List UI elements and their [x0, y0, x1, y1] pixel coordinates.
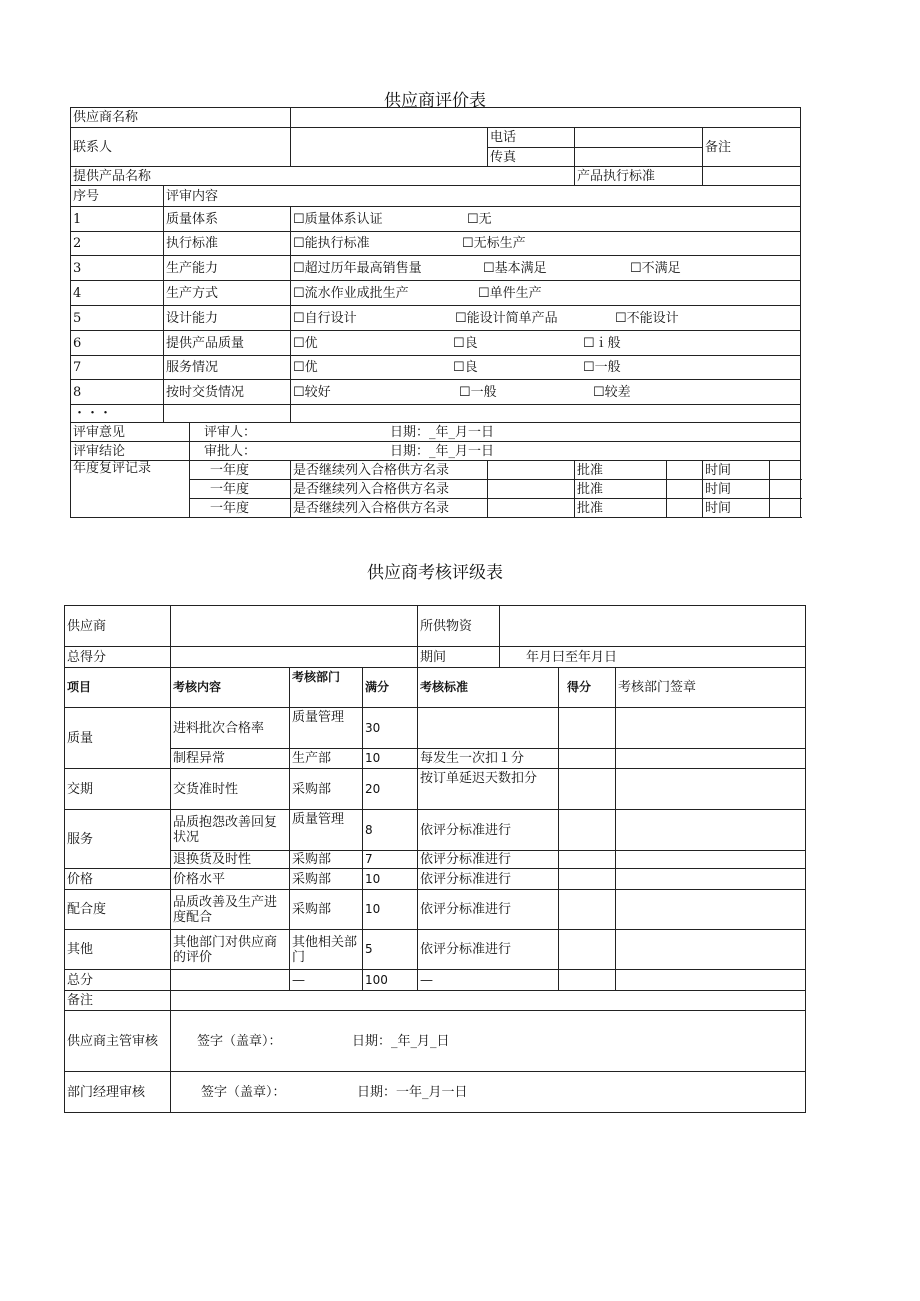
standard-cell: 依评分标准进行: [418, 930, 559, 970]
sign-cell[interactable]: [616, 749, 806, 769]
sign-cell[interactable]: [616, 869, 806, 890]
form1-title: 供应商评价表: [384, 91, 486, 111]
approver-label: 审批人：: [204, 443, 257, 459]
annual-year: 一年度: [190, 499, 291, 518]
full-score-cell: 100: [363, 970, 418, 991]
annual-approve: 批准: [575, 499, 667, 518]
standard-cell: 依评分标准进行: [418, 851, 559, 869]
checkbox-option[interactable]: ☐流水作业成批生产: [293, 285, 409, 301]
score-cell[interactable]: [559, 930, 616, 970]
annual-review-label: 年度复评记录: [71, 461, 190, 518]
table-row: [65, 930, 806, 970]
material-field[interactable]: [500, 606, 806, 647]
content-cell: 进料批次合格率: [171, 708, 290, 749]
checkbox-option[interactable]: ☐一般: [583, 360, 621, 375]
ellipsis: ・・・: [71, 405, 164, 423]
dept-cell: 采购部: [290, 890, 363, 930]
sign-cell[interactable]: [616, 890, 806, 930]
criteria-name: 生产能力: [164, 256, 291, 281]
sign-cell[interactable]: [616, 810, 806, 851]
supervisor-review-label: 供应商主管审核: [65, 1011, 171, 1072]
criteria-name: 质量体系: [164, 207, 291, 232]
criteria-no: 4: [71, 281, 164, 306]
standard-cell: 依评分标准进行: [418, 869, 559, 890]
product-name-label: 提供产品名称: [71, 167, 575, 186]
checkbox-option[interactable]: ☐单件生产: [478, 285, 542, 301]
full-score-cell: 30: [363, 708, 418, 749]
criteria-no: 2: [71, 232, 164, 256]
sign-cell[interactable]: [616, 930, 806, 970]
annual-time: 时间: [703, 480, 770, 499]
content-cell: 品质抱怨改善回复状况: [171, 810, 290, 851]
table-row: [65, 749, 806, 769]
criteria-name: 提供产品质量: [164, 331, 291, 356]
criteria-no: 8: [71, 380, 164, 405]
content-header: 评审内容: [164, 186, 801, 207]
annual-time: 时间: [703, 499, 770, 518]
header-dept: 考核部门: [290, 668, 363, 708]
table-row: [65, 851, 806, 869]
supplier-evaluation-table: [70, 107, 801, 518]
supplier-rating-table: [64, 605, 806, 1113]
checkbox-option[interactable]: ☐良: [453, 360, 478, 375]
checkbox-option[interactable]: ☐不能设计: [615, 310, 679, 326]
item-delivery: 交期: [65, 769, 171, 810]
item-quality: 质量: [65, 708, 171, 769]
checkbox-option[interactable]: ☐较差: [593, 384, 631, 400]
standard-cell: 依评分标准进行: [418, 810, 559, 851]
approve-date: 日期：_年_月一日: [390, 443, 495, 459]
header-item: 项目: [65, 668, 171, 708]
item-service: 服务: [65, 810, 171, 869]
full-score-cell: 10: [363, 890, 418, 930]
full-score-cell: 20: [363, 769, 418, 810]
criteria-row: [71, 232, 801, 256]
criteria-name: 执行标准: [164, 232, 291, 256]
standard-label: 产品执行标准: [575, 167, 703, 186]
dept-cell: 其他相关部门: [290, 930, 363, 970]
checkbox-option[interactable]: ☐较好: [293, 384, 331, 400]
standard-cell: —: [418, 970, 559, 991]
score-cell[interactable]: [559, 810, 616, 851]
material-label: 所供物资: [418, 606, 500, 647]
criteria-name: 服务情况: [164, 356, 291, 380]
checkbox-option[interactable]: ☐ｉ般: [583, 335, 621, 351]
criteria-no: 5: [71, 306, 164, 331]
standard-field[interactable]: [703, 167, 801, 186]
manager-date: 日期：一年_月一日: [357, 1084, 468, 1100]
standard-cell: 每发生一次扣１分: [418, 749, 559, 769]
total-score-field[interactable]: [171, 647, 418, 668]
score-cell[interactable]: [559, 851, 616, 869]
supplier-name-label: 供应商名称: [71, 108, 291, 128]
item-total: 总分: [65, 970, 171, 991]
annual-approve: 批准: [575, 480, 667, 499]
remark-label: 备注: [703, 128, 801, 167]
checkbox-option[interactable]: ☐能执行标准: [293, 236, 370, 251]
supplier-field[interactable]: [171, 606, 418, 647]
criteria-row: [71, 380, 801, 405]
full-score-cell: 8: [363, 810, 418, 851]
supplier-name-field[interactable]: [291, 108, 801, 128]
content-cell: 其他部门对供应商的评价: [171, 930, 290, 970]
annual-year: 一年度: [190, 480, 291, 499]
dept-cell: 采购部: [290, 869, 363, 890]
checkbox-option[interactable]: ☐自行设计: [293, 310, 357, 326]
content-cell: 交货准时性: [171, 769, 290, 810]
score-cell[interactable]: [559, 749, 616, 769]
dept-cell: 采购部: [290, 851, 363, 869]
full-score-cell: 10: [363, 869, 418, 890]
criteria-row: [71, 306, 801, 331]
table-row: [65, 869, 806, 890]
checkbox-option[interactable]: ☐无: [467, 211, 492, 227]
annual-question: 是否继续列入合格供方名录: [291, 480, 488, 499]
annual-question: 是否继续列入合格供方名录: [291, 461, 488, 480]
criteria-row: [71, 331, 801, 356]
checkbox-option[interactable]: ☐超过历年最高销售量: [293, 260, 422, 276]
table-row: [65, 708, 806, 749]
criteria-name: 按时交货情况: [164, 380, 291, 405]
conclusion-label: 评审结论: [71, 442, 190, 461]
fax-field[interactable]: [575, 148, 703, 167]
dept-cell: 生产部: [290, 749, 363, 769]
dept-cell: 采购部: [290, 769, 363, 810]
sign-label: 签字（盖章）：: [201, 1084, 286, 1100]
table-row: [65, 890, 806, 930]
score-cell[interactable]: [559, 769, 616, 810]
checkbox-option[interactable]: ☐基本满足: [483, 260, 547, 276]
criteria-name: 设计能力: [164, 306, 291, 331]
criteria-no: 3: [71, 256, 164, 281]
table-row: [65, 970, 806, 991]
header-full: 满分: [363, 668, 418, 708]
content-cell: 价格水平: [171, 869, 290, 890]
period-label: 期间: [418, 647, 500, 668]
dept-cell: 质量管理: [290, 708, 363, 749]
phone-label: 电话: [488, 128, 575, 148]
manager-review-label: 部门经理审核: [65, 1072, 171, 1113]
criteria-name: 生产方式: [164, 281, 291, 306]
checkbox-option[interactable]: ☐不满足: [630, 260, 681, 276]
criteria-row: [71, 281, 801, 306]
checkbox-option[interactable]: ☐良: [453, 335, 478, 351]
supplier-label: 供应商: [65, 606, 171, 647]
annual-year: 一年度: [190, 461, 291, 480]
form2-title: 供应商考核评级表: [367, 563, 503, 583]
content-cell: 退换货及时性: [171, 851, 290, 869]
checkbox-option[interactable]: ☐优: [293, 335, 318, 351]
dept-cell: —: [290, 970, 363, 991]
score-cell[interactable]: [559, 890, 616, 930]
period-value: 年月曰至年月日: [500, 647, 806, 668]
seq-header: 序号: [71, 186, 164, 207]
sign-cell[interactable]: [616, 851, 806, 869]
reviewer-label: 评审人：: [204, 424, 257, 440]
full-score-cell: 10: [363, 749, 418, 769]
checkbox-option[interactable]: ☐优: [293, 360, 318, 375]
header-standard: 考核标准: [418, 668, 559, 708]
criteria-no: 1: [71, 207, 164, 232]
opinion-label: 评审意见: [71, 423, 190, 442]
item-other: 其他: [65, 930, 171, 970]
item-price: 价格: [65, 869, 171, 890]
header-sign: 考核部门签章: [616, 668, 806, 708]
full-score-cell: 5: [363, 930, 418, 970]
phone-field[interactable]: [575, 128, 703, 148]
supervisor-date: 日期：_年_月_日: [352, 1033, 450, 1049]
full-score-cell: 7: [363, 851, 418, 869]
header-content: 考核内容: [171, 668, 290, 708]
remark-label: 备注: [65, 991, 171, 1011]
annual-time: 时间: [703, 461, 770, 480]
sign-cell[interactable]: [616, 708, 806, 749]
criteria-no: 6: [71, 331, 164, 356]
contact-field[interactable]: [291, 128, 488, 167]
table-row: [65, 810, 806, 851]
criteria-row: [71, 356, 801, 380]
content-cell: 制程异常: [171, 749, 290, 769]
review-date: 日期：_年_月一日: [390, 424, 495, 440]
score-cell[interactable]: [559, 970, 616, 991]
score-cell[interactable]: [559, 869, 616, 890]
remark-field[interactable]: [171, 991, 806, 1011]
fax-label: 传真: [488, 148, 575, 167]
criteria-row: [71, 256, 801, 281]
content-cell: [171, 970, 290, 991]
sign-label: 签字（盖章）：: [197, 1033, 282, 1049]
dept-cell: 质量管理: [290, 810, 363, 851]
item-cooperation: 配合度: [65, 890, 171, 930]
criteria-no: 7: [71, 356, 164, 380]
checkbox-option[interactable]: ☐一般: [459, 384, 497, 400]
contact-label: 联系人: [71, 128, 291, 167]
standard-cell: 依评分标准进行: [418, 890, 559, 930]
sign-cell[interactable]: [616, 769, 806, 810]
criteria-row: [71, 207, 801, 232]
content-cell: 品质改善及生产进度配合: [171, 890, 290, 930]
annual-question: 是否继续列入合格供方名录: [291, 499, 488, 518]
checkbox-option[interactable]: ☐能设计简单产品: [455, 310, 558, 326]
sign-cell[interactable]: [616, 970, 806, 991]
standard-cell: [418, 708, 559, 749]
total-score-label: 总得分: [65, 647, 171, 668]
header-score: 得分: [559, 668, 616, 708]
table-row: [65, 769, 806, 810]
annual-approve: 批准: [575, 461, 667, 480]
standard-cell: 按订单延迟天数扣分: [418, 769, 559, 810]
checkbox-option[interactable]: ☐无标生产: [462, 236, 526, 251]
checkbox-option[interactable]: ☐质量体系认证: [293, 211, 383, 227]
score-cell[interactable]: [559, 708, 616, 749]
